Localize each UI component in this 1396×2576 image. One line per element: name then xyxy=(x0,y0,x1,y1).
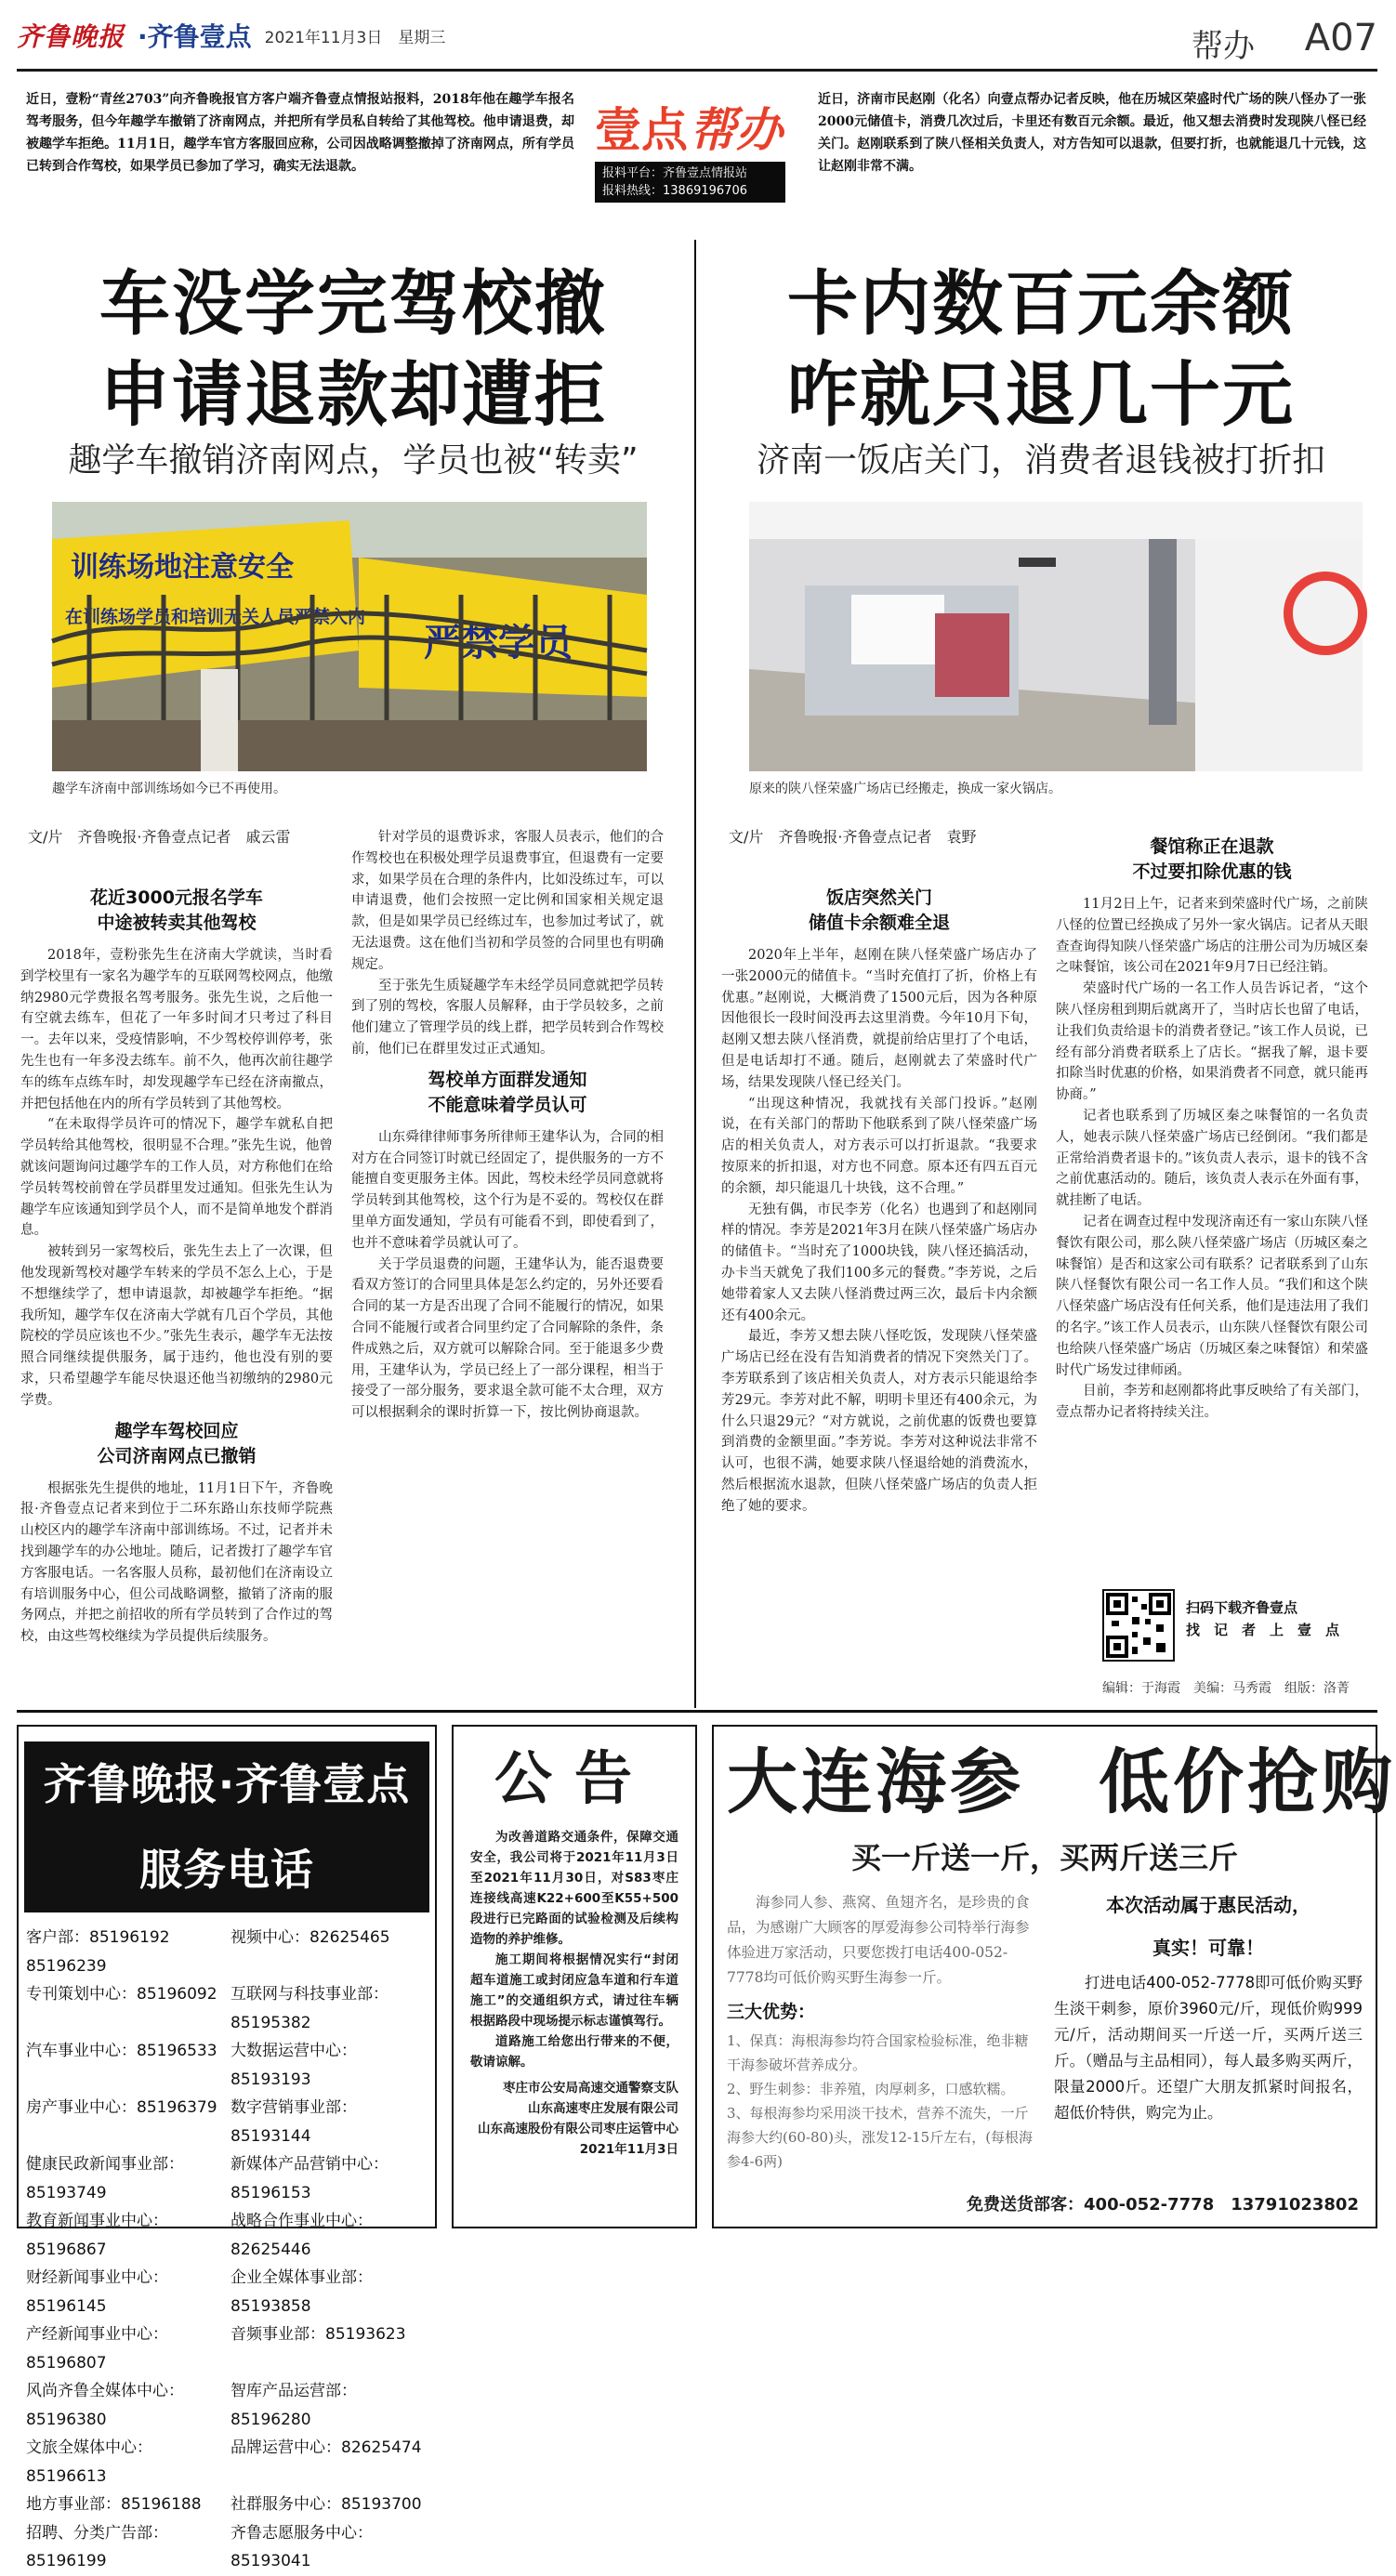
sea-cucumber-hotline: 免费送货部客：400-052-7778 13791023802 xyxy=(967,2195,1359,2215)
right-paragraph: 2020年上半年，赵刚在陕八怪荣盛广场店办了一张2000元的储值卡。“当时充值打了折，价格上有优惠。”赵刚说，大概消费了1500元后，因为各种原因他很长一段时间没再去这里消费。今年10月下旬，赵刚又想去陕八怪消费，就提前给店里打了个电话，但是电话却打不通。随后，赵刚就去了荣盛时代广场，结果发现陕八怪已经关门。 xyxy=(721,948,1037,1090)
right-paragraph: 无独有偶，市民李芳（化名）也遇到了和赵刚同样的情况。李芳是2021年3月在陕八怪荣盛广场店办的储值卡。“当时充了1000块钱，陕八怪还搞活动，办卡当天就免了我们100多元的餐费。”李芳说，之后她带着家人又去陕八怪消费过两三次，最后卡内余额还有400余元。 xyxy=(721,1202,1037,1323)
right-paragraph: 目前，李芳和赵刚都将此事反映给了有关部门，壹点帮办记者将持续关注。 xyxy=(1056,1384,1368,1421)
sea-cucumber-advantage: 2、野生刺参：非养殖，肉厚刺多，口感软糯。 xyxy=(727,2081,1015,2097)
sea-cucumber-reliable: 真实！可靠！ xyxy=(1152,1937,1264,1959)
tip-hotline: 报料热线：13869196706 xyxy=(602,184,747,198)
left-section-head-2: 趣学车驾校回应 公司济南网点已撤销 xyxy=(97,1420,257,1466)
sign-safety-text: 训练场地注意安全 xyxy=(71,551,294,584)
left-intro: 近日，壹粉“青丝2703”向齐鲁晚报官方客户端齐鲁壹点情报站报料，2018年他在趣学车报名驾考服务，但今年趣学车撤销了济南网点，并把所有学员私自转给了其他驾校。他申请退费，却被趣学车拒绝。11月1日，趣学车官方客服回应称，公司因战略调整撤掉了济南网点，所有学员已转到合作驾校，如果学员已参加了学习，确实无法退款。 xyxy=(26,92,574,174)
left-paragraph: 针对学员的退费诉求，客服人员表示，他们的合作驾校也在积极处理学员退费事宜，但退费有一定要求，如果学员在合理的条件内，比如没练过车，可以申请退费，他们会按照一定比例和国家相关规定退款，但是如果学员已经练过车，也参加过考试了，就无法退费。这在他们当初和学员签的合同里也有明确规定。 xyxy=(351,830,664,972)
notice-paragraph: 道路施工给您出行带来的不便，敬请谅解。 xyxy=(470,2034,678,2070)
qr-text-reporter: 找 记 者 上 壹 点 xyxy=(1186,1622,1340,1638)
service-phone-ad xyxy=(17,1725,437,2570)
service-phone-item: 客户部：85196192 85196239 xyxy=(26,1928,186,1976)
service-phone-item: 音频事业部：85193623 xyxy=(230,2325,406,2344)
service-phone-item: 企业全媒体事业部：85193858 xyxy=(230,2268,373,2316)
right-headline xyxy=(716,258,1366,440)
service-phone-item: 视频中心：82625465 xyxy=(230,1928,390,1947)
left-paragraph: 2018年，壹粉张先生在济南大学就读，当时看到学校里有一家名为趣学车的互联网驾校网点，他缴纳2980元学费报名驾考服务。张先生说，之后他一有空就去练车，但花了一年多时间才只考过了科目一。去年以来，受疫情影响，不少驾校停训停考，张先生也有一年多没去练车。前不久，他再次前往趣学车的练车点练车时，却发现趣学车已经在济南撤点，并把包括他在内的所有学员转到了其他驾校。 xyxy=(20,948,333,1111)
sea-cucumber-offer: 买一斤送一斤，买两斤送三斤 xyxy=(850,1840,1238,1875)
notice-paragraph: 施工期间将根据情况实行“封闭超车道施工或封闭应急车道和行车道施工”的交通组织方式，请过往车辆根据路段中现场提示标志谨慎驾行。 xyxy=(470,1952,678,2029)
right-section-head-1: 饭店突然关门 储值卡余额难全退 xyxy=(808,887,950,933)
right-byline: 文/片 齐鲁晚报·齐鲁壹点记者 袁野 xyxy=(729,828,977,846)
qr-code-icon[interactable] xyxy=(1102,1589,1175,1662)
service-phone-item: 智库产品运营部：85196280 xyxy=(230,2382,357,2429)
left-headline-line2: 申请退款却遭拒 xyxy=(99,353,607,436)
right-paragraph: 记者在调查过程中发现济南还有一家山东陕八怪餐饮有限公司，那么陕八怪荣盛广场店（历城区秦之味餐馆）是否和这家公司有联系？记者联系到了山东陕八怪餐饮有限公司一名工作人员。“我们和这个陕八怪荣盛广场店没有任何关系，他们是违法用了我们的名字。”该工作人员表示，山东陕八怪餐饮有限公司也给陕八怪荣盛广场店（历城区秦之味餐馆）和荣盛时代广场发过律师函。 xyxy=(1056,1214,1368,1378)
logo-word-bangban: 帮办 xyxy=(690,103,783,157)
right-paragraph: “出现这种情况，我就找有关部门投诉。”赵刚说，在有关部门的帮助下他联系到了陕八怪荣盛广场店的相关负责人，对方表示可以打折退款。“我要求按原来的折扣退，对方也不同意。原本还有四五百元的余额，却只能退几十块钱，这不合理。” xyxy=(721,1096,1037,1196)
left-subhead: 趣学车撤销济南网点，学员也被“转卖” xyxy=(68,441,639,480)
right-intro: 近日，济南市民赵刚（化名）向壹点帮办记者反映，他在历城区荣盛时代广场的陕八怪办了一张2000元储值卡，消费几次过后，卡里还有数百元余额。最近，他又想去消费时发现陕八怪已经关门。赵刚联系到了陕八怪相关负责人，对方告知可以退款，但要打折，也就能退几十元钱，这让赵刚非常不满。 xyxy=(818,92,1366,174)
notice-paragraph: 为改善道路交通条件，保障交通安全，我公司将于2021年11月3日至2021年11月30日，对S83枣庄连接线高速K22+600至K55+500段进行已完路面的试验检测及后续构造物的养护维修。 xyxy=(470,1830,678,1947)
left-paragraph: 被转到另一家驾校后，张先生去上了一次课，但他发现新驾校对趣学车转来的学员不怎么上心，于是不想继续学了，想申请退款，却被趣学车拒绝。“据我所知，趣学车仅在济南大学就有几百个学员，其他院校的学员应该也不少。”张先生表示，趣学车无法按照合同继续提供服务，属于违约，他也没有别的要求，只希望趣学车能尽快退还他当初缴纳的2980元学费。 xyxy=(20,1244,333,1408)
notice-title: 公告 xyxy=(494,1744,654,1812)
left-paragraph: 关于学员退费的问题，王建华认为，能否退费要看双方签订的合同里具体是怎么约定的，另外还要看合同的某一方是否出现了合同不能履行的情况，如果合同不能履行或者合同里约定了合同解除的条件，条件成熟之后，双方就可以解除合同。至于能退多少费用，王建华认为，学员已经上了一部分课程，相当于接受了一部分服务，要求退全款可能不太合理，双方可以根据剩余的课时折算一下，按比例协商退款。 xyxy=(351,1256,664,1421)
column-divider xyxy=(694,240,696,1708)
sea-cucumber-advantages-title: 三大优势： xyxy=(727,2002,816,2022)
section-name: 帮办 xyxy=(1192,28,1255,65)
right-paragraph: 荣盛时代广场的一名工作人员告诉记者，“这个陕八怪房租到期后就离开了，当时店长也留了电话，让我们负责给退卡的消费者登记。”该工作人员说，已经有部分消费者联系上了店长。“据我了解，退卡要扣除当时优惠的价格，如果消费者不同意，就只能再协商。” xyxy=(1056,981,1368,1103)
service-phone-item: 汽车事业中心：85196533 xyxy=(26,2042,217,2060)
sea-cucumber-event-note: 本次活动属于惠民活动， xyxy=(1106,1894,1310,1916)
service-phone-item: 房产事业中心：85196379 xyxy=(26,2098,217,2117)
left-byline: 文/片 齐鲁晚报·齐鲁壹点记者 戚云雷 xyxy=(28,828,291,846)
qr-instructions xyxy=(1186,1597,1372,1641)
right-photo-caption: 原来的陕八怪荣盛广场店已经搬走，换成一家火锅店。 xyxy=(749,782,1061,796)
masthead xyxy=(17,17,445,54)
driving-school-scene xyxy=(52,502,647,771)
right-paragraph: 11月2日上午，记者来到荣盛时代广场，之前陕八怪的位置已经换成了另外一家火锅店。记者从天眼查查询得知陕八怪荣盛广场店的注册公司为历城区秦之味餐馆，该公司在2021年9月7日已经注销。 xyxy=(1056,897,1368,976)
right-paragraph: 最近，李芳又想去陕八怪吃饭，发现陕八怪荣盛广场店已经在没有告知消费者的情况下突然关门了。李芳联系到了该店相关负责人，对方表示只能退给李芳29元。李芳对此不解，明明卡里还有400余元，为什么只退29元？“对方就说，之前优惠的饭费也要算到消费的金额里面。”李芳说。李芳对这种说法非常不认可，也很不满，她要求陕八怪退给她的消费流水，然后根据流水退款，但陕八怪荣盛广场店的负责人拒绝了她的要求。 xyxy=(721,1329,1037,1514)
left-section-head-3: 驾校单方面群发通知 不能意味着学员认可 xyxy=(428,1069,587,1115)
service-phone-item: 风尚齐鲁全媒体中心：85196380 xyxy=(26,2382,184,2429)
left-headline-line1: 车没学完驾校撤 xyxy=(99,262,607,345)
right-headline-line2: 咋就只退几十元 xyxy=(787,353,1295,436)
service-phone-item: 品牌运营中心：82625474 xyxy=(230,2438,422,2457)
left-photo-caption: 趣学车济南中部训练场如今已不再使用。 xyxy=(52,782,286,796)
sign-no-students-text: 严禁学员 xyxy=(424,622,573,664)
service-phone-item: 大数据运营中心：85193193 xyxy=(230,2042,357,2089)
ad-section-rule xyxy=(17,1710,1377,1713)
service-phone-item: 财经新闻事业中心：85196145 xyxy=(26,2268,168,2316)
service-phone-item: 社群服务中心：85193700 xyxy=(230,2495,422,2514)
tip-platform: 报料平台：齐鲁壹点情报站 xyxy=(602,166,748,180)
left-paragraph: 至于张先生质疑趣学车未经学员同意就把学员转到了别的驾校，客服人员解释，由于学员较多，之前他们建立了管理学员的线上群，把学员转到合作驾校前，他们已在群里发过正式通知。 xyxy=(351,978,664,1057)
qr-text-download: 扫码下载齐鲁壹点 xyxy=(1186,1599,1298,1616)
sea-cucumber-title: 大连海参 低价抢购 xyxy=(727,1741,1396,1823)
service-phone-item: 健康民政新闻事业部：85193749 xyxy=(26,2155,184,2202)
right-paragraph: 记者也联系到了历城区秦之味餐馆的一名负责人，她表示陕八怪荣盛广场店已经倒闭。“我们都是正常给消费者退卡的。”该负责人表示，退卡的钱不含之前优惠活动的。随后，该负责人表示在外面有事，就挂断了电话。 xyxy=(1056,1108,1368,1209)
page-number: A07 xyxy=(1304,17,1377,59)
right-story-column-2 xyxy=(1056,827,1368,1424)
mall-scene xyxy=(749,502,1363,771)
left-headline xyxy=(28,258,678,440)
right-headline-line1: 卡内数百元余额 xyxy=(787,262,1295,345)
brand-qilu-evening-news: 齐鲁晚报 xyxy=(17,21,125,52)
road-notice-ad xyxy=(452,1725,697,2228)
service-phone-item: 招聘、分类广告部：85196199 xyxy=(26,2523,168,2570)
service-phone-title: 齐鲁晚报·齐鲁壹点服务电话 xyxy=(24,1741,429,1912)
left-paragraph: “在未取得学员许可的情况下，趣学车就私自把学员转给其他驾校，很明显不合理。”张先生说，他曾就该问题询问过趣学车的工作人员，对方称他们在给学员转驾校前曾在学员群里发过通知。但张先生认为趣学车应该通知到学员个人，而不是简单地发个群消息。 xyxy=(20,1117,333,1239)
left-section-head-1: 花近3000元报名学车 中途被转卖其他驾校 xyxy=(90,887,263,933)
service-phone-item: 产经新闻事业中心：85196807 xyxy=(26,2325,168,2372)
sea-cucumber-intro: 海参同人参、燕窝、鱼翅齐名，是珍贵的食品，为感谢广大顾客的厚爱海参公司特举行海参体验进万家活动，只要您拨打电话400-052-7778均可低价购买野生海参一斤。 xyxy=(727,1894,1030,1986)
service-phone-item: 战略合作事业中心：82625446 xyxy=(230,2212,373,2259)
notice-signer: 枣庄市公安局高速交通警察支队 xyxy=(503,2081,678,2096)
sea-cucumber-advantage: 1、保真：海根海参均符合国家检验标准，绝非糖干海参破坏营养成分。 xyxy=(727,2032,1029,2073)
sea-cucumber-ad xyxy=(712,1725,1396,2228)
service-phone-list xyxy=(19,1924,435,2576)
left-paragraph: 根据张先生提供的地址，11月1日下午，齐鲁晚报·齐鲁壹点记者来到位于二环东路山东技师学院燕山校区内的趣学车济南中部训练场。不过，记者并未找到趣学车的办公地址。随后，记者拨打了趣学车官方客服电话。一名客服人员称，最初他们在济南设立有培训服务中心，但公司战略调整，撤销了济南的服务网点，并把之前招收的所有学员转到了合作过的驾校，由这些驾校继续为学员提供后续服务。 xyxy=(20,1480,333,1645)
sea-cucumber-right-column xyxy=(1054,1890,1363,2174)
service-phone-item: 专刊策划中心：85196092 xyxy=(26,1985,217,2004)
service-phone-item: 数字营销事业部：85193144 xyxy=(230,2098,357,2146)
header-rule xyxy=(17,69,1377,72)
left-story-column-2 xyxy=(351,827,664,1424)
issue-date: 2021年11月3日 星期三 xyxy=(264,28,446,47)
service-phone-item: 教育新闻事业中心：85196867 xyxy=(26,2212,168,2259)
sea-cucumber-advantage: 3、每根海参均采用淡干技术，营养不流失，一斤海参大约(60-80)头，涨发12-15斤左右，(每根海参4-6两) xyxy=(727,2105,1034,2170)
right-story-column-1 xyxy=(721,878,1037,1518)
logo-word-yidian: 壹点 xyxy=(595,103,688,157)
mall-photo xyxy=(749,502,1363,771)
brand-qilu-yidian: ·齐鲁壹点 xyxy=(138,21,252,52)
service-phone-item: 文旅全媒体中心：85196613 xyxy=(26,2438,152,2486)
driving-school-photo xyxy=(52,502,647,771)
notice-signer: 山东高速股份有限公司枣庄运管中心 xyxy=(478,2122,678,2136)
right-section-head-2: 餐馆称正在退款 不过要扣除优惠的钱 xyxy=(1132,836,1292,882)
sea-cucumber-left-column xyxy=(727,1890,1037,2174)
notice-date: 2021年11月3日 xyxy=(579,2142,678,2157)
service-phone-item: 地方事业部：85196188 xyxy=(26,2495,202,2514)
editor-credits: 编辑：于海霞 美编：马秀霞 组版：洛菁 xyxy=(1102,1681,1350,1696)
left-story-column-1 xyxy=(20,878,333,1648)
sign-no-entry-text: 在训练场学员和培训无关人员严禁入内 xyxy=(65,607,366,627)
notice-signer: 山东高速枣庄发展有限公司 xyxy=(528,2101,678,2116)
right-subhead: 济南一饭店关门，消费者退钱被打折扣 xyxy=(756,441,1325,480)
sea-cucumber-details: 打进电话400-052-7778即可低价购买野生淡干刺参，原价3960元/斤，现低价购999元/斤，活动期间买一斤送一斤，买两斤送三斤。（赠品与主品相同），每人最多购买两斤，限量2000斤。还望广大朋友抓紧时间报名，超低价特供，购完为止。 xyxy=(1054,1974,1363,2122)
service-phone-item: 新媒体产品营销中心：85196153 xyxy=(230,2155,389,2202)
yidian-bangban-logo xyxy=(595,104,809,216)
left-paragraph: 山东舜律律师事务所律师王建华认为，合同的相对方在合同签订时就已经固定了，提供服务的一方不能擅自变更服务主体。因此，驾校未经学员同意就将学员转到其他驾校，这个行为是不妥的。驾校仅在群里单方面发通知，学员有可能看不到，即使看到了，也并不意味着学员就认可了。 xyxy=(351,1129,664,1251)
service-phone-item: 齐鲁志愿服务中心：85193041 xyxy=(230,2523,373,2570)
service-phone-item: 互联网与科技事业部：85195382 xyxy=(230,1985,389,2032)
notice-signatures xyxy=(470,2078,678,2160)
